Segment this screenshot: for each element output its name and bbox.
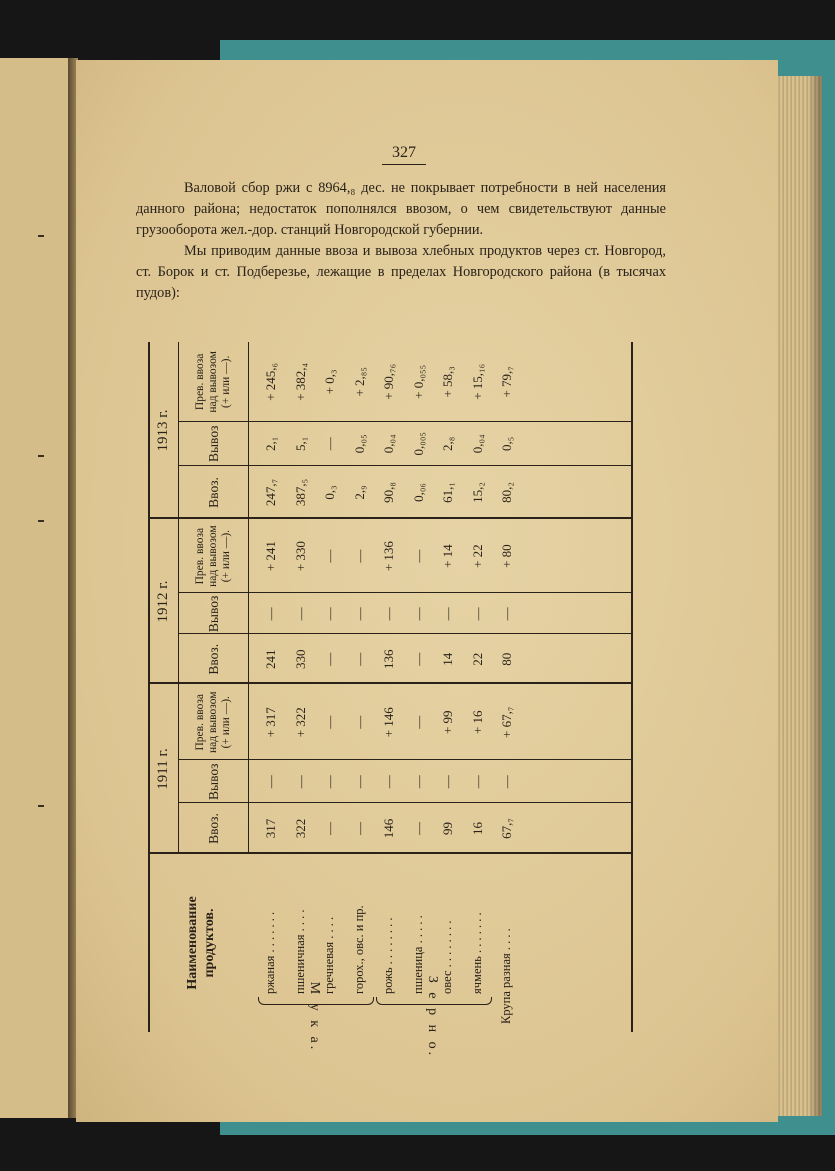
table-cell: + 382,₄ <box>292 362 308 401</box>
row-name: горох., овс. и пр. <box>351 905 366 994</box>
table-cell: 80,₂ <box>499 482 515 503</box>
table-cell: 247,₇ <box>263 478 279 507</box>
table-cell: — <box>351 549 367 563</box>
table-cell: 67,₇ <box>499 818 515 839</box>
year-header: 1913 г. <box>154 409 171 452</box>
table-cell: 322 <box>292 818 308 839</box>
table-cell: — <box>440 607 456 621</box>
table-cell: — <box>351 652 367 666</box>
table-cell: — <box>322 715 338 729</box>
table-cell: 99 <box>440 822 456 835</box>
table-cell: 14 <box>440 652 456 666</box>
table-cell: — <box>381 607 397 621</box>
table-cell: + 16 <box>469 710 485 735</box>
group-brace-flour <box>258 997 374 1005</box>
table-cell: — <box>410 652 426 666</box>
margin-mark <box>38 520 44 522</box>
table-cell: — <box>410 775 426 789</box>
margin-mark <box>38 805 44 807</box>
table-cell: — <box>263 607 279 621</box>
column-header: Ввоз. <box>205 643 221 675</box>
table-cell: — <box>381 775 397 789</box>
table-cell: + 245,₆ <box>263 362 279 401</box>
table-cell: + 317 <box>263 707 279 738</box>
table-cell: + 14 <box>440 544 456 568</box>
table-cell: + 330 <box>292 541 308 572</box>
table-header-rule <box>248 342 249 854</box>
table-cell: + 2,₈₅ <box>351 367 367 397</box>
table-cell: — <box>351 715 367 729</box>
table-cell: — <box>322 652 338 666</box>
year-header: 1911 г. <box>154 748 171 790</box>
table-cell: + 136 <box>381 541 397 572</box>
table-cell: 15,₂ <box>469 482 485 503</box>
table-cell: + 146 <box>381 707 397 738</box>
previous-page-edge <box>0 58 70 1118</box>
table-cell: — <box>410 549 426 563</box>
table-cell: 2,₈ <box>440 436 456 451</box>
table-cell: + 0,₃ <box>322 369 338 395</box>
paragraph-2: Мы приводим данные ввоза и вывоза хлебных продуктов через ст. Новгород, ст. Борок и ст. Подберезье, лежащие в пределах Новгородского района (в тысячах пудов): <box>136 243 666 301</box>
group-label-flour: М у к а. <box>307 981 323 1053</box>
margin-mark <box>38 235 44 237</box>
table-cell: — <box>410 715 426 729</box>
table-cell: 317 <box>263 818 279 839</box>
page-number-rule <box>382 164 426 165</box>
table-cell: 0,₃ <box>322 485 338 500</box>
table-cell: 2,₉ <box>351 485 367 500</box>
table-cell: — <box>322 607 338 621</box>
row-name: Крупа разная . . . . <box>499 928 514 1024</box>
column-header: Прев. ввоза над вывозом (+ или —). <box>193 351 232 413</box>
table-cell: — <box>469 775 485 789</box>
names-column-header: Наименование продуктов. <box>185 896 217 990</box>
year-header-rule <box>178 342 179 854</box>
table-cell: — <box>351 775 367 789</box>
table-cell: — <box>322 437 338 451</box>
table-cell: — <box>469 607 485 621</box>
column-header: Вывоз <box>205 595 221 633</box>
table-cell: + 99 <box>440 710 456 735</box>
table-cell: + 58,₃ <box>440 366 456 398</box>
year-header: 1912 г. <box>154 580 171 623</box>
table-cell: — <box>322 775 338 789</box>
table-cell: 0,₀₀₅ <box>410 432 426 456</box>
column-header: Прев. ввоза над вывозом (+ или —). <box>193 691 232 754</box>
column-header: Прев. ввоза над вывозом (+ или —). <box>193 525 232 587</box>
table-cell: — <box>292 775 308 789</box>
table-cell: 90,₈ <box>381 482 397 503</box>
table-cell: 330 <box>292 649 308 669</box>
table-cell: 136 <box>381 649 397 669</box>
table-cell: — <box>410 607 426 621</box>
table-cell: 61,₁ <box>440 482 456 503</box>
table-cell: 387,₅ <box>292 478 308 507</box>
page-number: 327 <box>392 144 416 161</box>
table-cell: 5,₁ <box>292 436 308 451</box>
table-cell: 241 <box>263 649 279 669</box>
row-name: ячмень . . . . . . . <box>469 912 484 994</box>
grain-trade-table <box>148 342 633 1059</box>
body-text <box>136 178 666 304</box>
table-cell: + 322 <box>292 707 308 738</box>
table-cell: — <box>351 822 367 835</box>
table-cell: 22 <box>469 652 485 666</box>
table-cell: + 241 <box>263 541 279 572</box>
group-label-grain: З е р н о. <box>425 975 441 1059</box>
table-cell: — <box>499 607 515 621</box>
table-cell: 0,₀₅ <box>351 434 367 454</box>
paragraph-1: Валовой сбор ржи с 8964,₈ дес. не покрывает потребности в ней населения данного района; недостаток пополнялся ввозом, о чем свидетельствуют данные грузооборота жел.-дор. станций Новгородской губернии. <box>136 180 666 238</box>
table-cell: + 67,₇ <box>499 706 515 738</box>
row-name: пшеница . . . . . <box>410 915 425 994</box>
group-brace-grain <box>376 997 492 1005</box>
table-cell: — <box>263 775 279 789</box>
table-cell: — <box>351 607 367 621</box>
table-cell: 0,₅ <box>499 436 515 451</box>
row-name: пшеничная . . . . <box>292 909 307 994</box>
column-header: Вывоз <box>205 425 221 463</box>
table-cell: — <box>292 607 308 621</box>
row-name: рожь . . . . . . . . <box>381 917 396 994</box>
table-cell: 2,₁ <box>263 436 279 451</box>
table-cell: + 90,₇₆ <box>381 363 397 400</box>
table-cell: 16 <box>469 822 485 835</box>
row-name: ржаная . . . . . . . <box>263 911 278 994</box>
margin-mark <box>38 455 44 457</box>
table-cell: — <box>322 549 338 563</box>
table-cell: — <box>440 775 456 789</box>
table-cell: — <box>410 822 426 835</box>
table-cell: 0,₀₄ <box>381 434 397 454</box>
table-cell: 0,₀₄ <box>469 434 485 454</box>
table-cell: 0,₀₆ <box>410 483 426 502</box>
table-cell: + 80 <box>499 544 515 568</box>
table-cell: + 79,₇ <box>499 366 515 398</box>
table-cell: 146 <box>381 818 397 839</box>
column-header: Ввоз. <box>205 477 221 508</box>
page-edges <box>772 76 822 1116</box>
table-cell: — <box>499 775 515 789</box>
table-cell: — <box>322 822 338 835</box>
column-header: Ввоз. <box>205 813 221 844</box>
column-header: Вывоз <box>205 763 221 800</box>
table-cell: + 0,₀₅₅ <box>410 364 426 399</box>
table-cell: 80 <box>499 652 515 666</box>
table-cell: + 15,₁₆ <box>469 363 485 400</box>
row-name: гречневая . . . . <box>322 916 337 994</box>
table-bottom-rule <box>631 342 633 1032</box>
table-cell: + 22 <box>469 544 485 568</box>
row-name: овес . . . . . . . . <box>440 920 455 994</box>
